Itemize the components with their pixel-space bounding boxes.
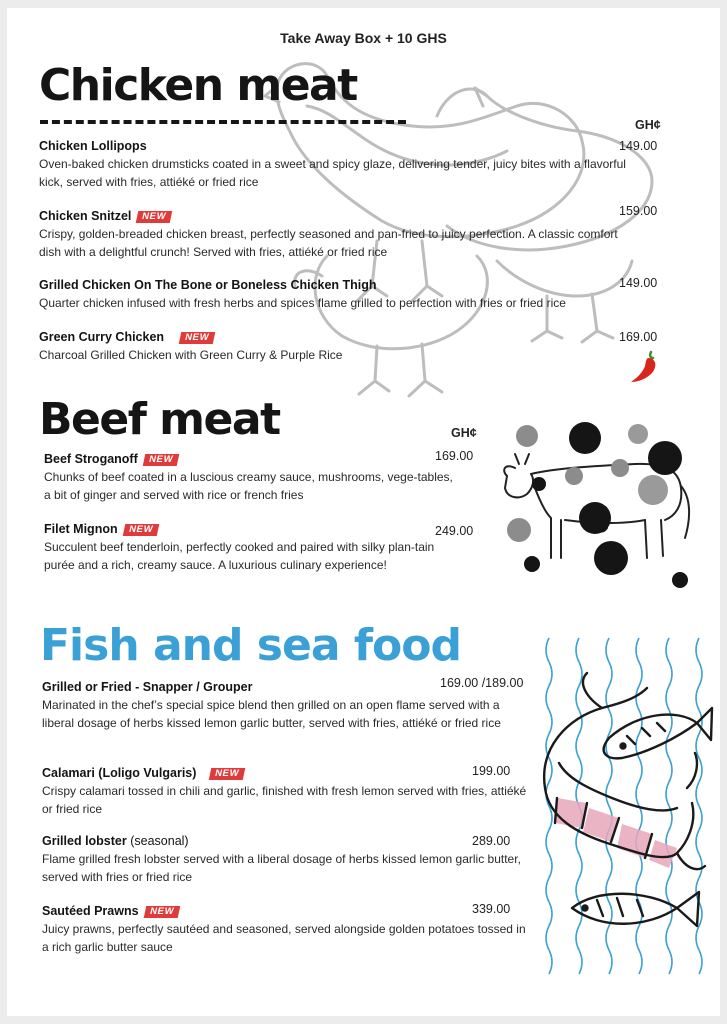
item-description: Chunks of beef coated in a luscious creamy sauce, mushrooms, vege-tables, a bit of ginger and served with rice or french fries <box>44 470 453 502</box>
menu-item <box>44 522 454 574</box>
cow-illustration <box>495 408 695 588</box>
item-name: Sautéed Prawns <box>42 904 139 918</box>
item-name: Calamari (Loligo Vulgaris) <box>42 766 197 780</box>
menu-item <box>42 766 532 818</box>
menu-item <box>39 209 639 261</box>
new-badge: NEW <box>122 524 159 536</box>
menu-item <box>44 452 454 504</box>
item-price: 199.00 <box>472 764 511 778</box>
item-price: 339.00 <box>472 902 511 916</box>
item-price: 149.00 <box>619 276 658 290</box>
item-price: 169.00 <box>619 330 658 344</box>
item-description: Crispy, golden-breaded chicken breast, perfectly seasoned and pan-fried to juicy perfection. A classic comfort dish with a delightful crunch! Served with fries, attiéké or fried rice <box>39 227 618 259</box>
fish-section-title: Fish and sea food <box>40 620 461 671</box>
item-description: Succulent beef tenderloin, perfectly cooked and paired with silky plan-tain purée and a rich, creamy sauce. A luxurious culinary experience! <box>44 540 435 572</box>
new-badge: NEW <box>142 454 179 466</box>
menu-page <box>7 8 720 1016</box>
item-name: Chicken Lollipops <box>39 139 147 153</box>
item-name-suffix: (seasonal) <box>130 834 189 848</box>
item-name: Grilled or Fried - Snapper / Grouper <box>42 680 253 694</box>
currency-label: GH¢ <box>635 118 661 132</box>
currency-label: GH¢ <box>451 426 477 440</box>
item-price: 249.00 <box>435 524 474 538</box>
menu-item <box>39 330 639 365</box>
menu-item <box>42 834 532 886</box>
beef-section-title: Beef meat <box>39 394 280 445</box>
item-name: Green Curry Chicken <box>39 330 165 344</box>
menu-item <box>39 278 639 313</box>
item-description: Crispy calamari tossed in chili and garlic, finished with fresh lemon served with fries, attiéké or fried rice <box>42 784 527 816</box>
item-description: Flame grilled fresh lobster served with a liberal dosage of herbs kissed lemon garlic butter, served with fries or fried rice <box>42 852 521 884</box>
item-name: Beef Stroganoff <box>44 452 138 466</box>
takeaway-note: Take Away Box + 10 GHS <box>280 30 447 46</box>
item-price: 149.00 <box>619 139 658 153</box>
chili-pepper-icon <box>627 348 659 384</box>
item-description: Juicy prawns, perfectly sautéed and seasoned, served alongside golden potatoes tossed in a rich garlic butter sauce <box>42 922 526 954</box>
item-price: 289.00 <box>472 834 511 848</box>
item-price: 169.00 <box>435 449 474 463</box>
item-price: 169.00 /189.00 <box>440 676 524 690</box>
item-description: Oven-baked chicken drumsticks coated in a sweet and spicy glaze, delivering tender, juicy bites with a flavorful kick, served with fries, attiéké or fried rice <box>39 157 626 189</box>
menu-item <box>42 904 532 956</box>
item-name: Filet Mignon <box>44 522 118 536</box>
new-badge: NEW <box>143 906 180 918</box>
section-divider <box>40 120 406 124</box>
item-name: Grilled lobster <box>42 834 127 848</box>
chicken-section-title: Chicken meat <box>39 60 357 111</box>
new-badge: NEW <box>179 332 216 344</box>
item-description: Marinated in the chef’s special spice blend then grilled on an open flame served with a liberal dosage of herbs kissed lemon garlic butter, served with fries, attiéké or fried rice <box>42 698 501 730</box>
menu-item <box>39 139 639 191</box>
item-description: Quarter chicken infused with fresh herbs and spices flame grilled to perfection with fries or fried rice <box>39 296 566 310</box>
new-badge: NEW <box>209 768 246 780</box>
new-badge: NEW <box>136 211 173 223</box>
item-name: Chicken Snitzel <box>39 209 132 223</box>
item-name: Grilled Chicken On The Bone or Boneless Chicken Thigh <box>39 278 377 292</box>
seafood-illustration <box>527 628 717 988</box>
item-price: 159.00 <box>619 204 658 218</box>
item-description: Charcoal Grilled Chicken with Green Curry & Purple Rice <box>39 348 343 362</box>
